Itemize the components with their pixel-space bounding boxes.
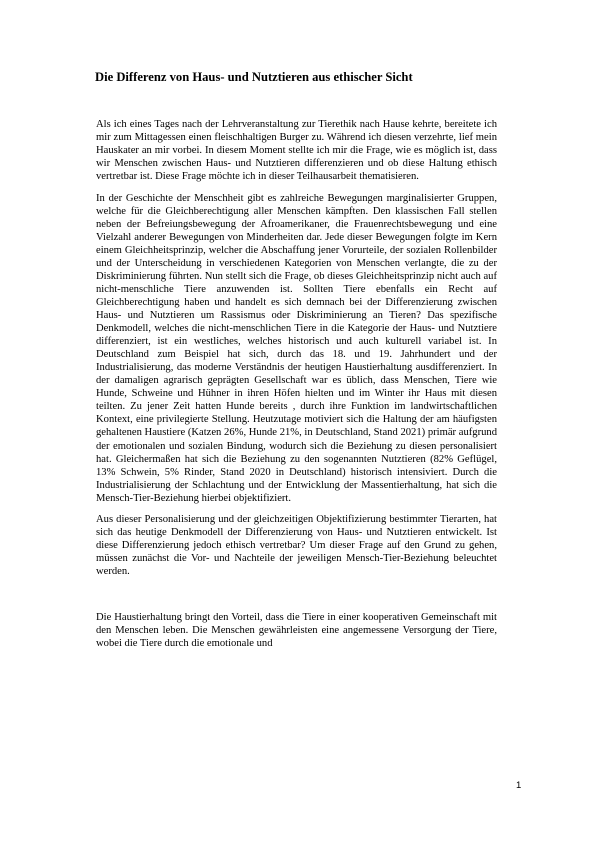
paragraph-historical-context: In der Geschichte der Menschheit gibt es zahlreiche Bewegungen marginalisierter Gruppen, welche für die Gleichberechtigung aller Menschen kämpften. Den klassischen Fall stellen neben der Befreiungsbewegung der Afroamerikaner, die Frauenrechtsbewegung und eine Vielzahl anderer Bewegungen von Minderheiten dar. Jede dieser Bewegungen folgte im Kern einem Gleichheitsprinzip, welcher die Abschaffung jener Vorurteile, der sozialen Rollenbilder und der Unterscheidung in verschiedenen Kategorien von Menschen verlangte, die zu der Diskriminierung führten. Nun stellt sich die Frage, ob dieses Gleichheitsprinzip nicht auch auf nicht-menschliche Tiere anzuwenden ist. Sollten Tiere ebenfalls ein Recht auf Gleichberechtigung haben und handelt es sich demnach bei der Differenzierung zwischen Haus- und Nutztieren um Rassismus oder Diskriminierung an Tieren? Das spezifische Denkmodell, welches die nicht-menschlichen Tiere in die Kategorie der Haus- und Nutztiere differenziert, ist ein westliches, welches historisch und auch kulturell variabel ist. In Deutschland zum Beispiel hat sich, durch das 18. und 19. Jahrhundert und der Industrialisierung, das moderne Verständnis der heutigen Haustierhaltung ausdifferenziert. In der damaligen agrarisch geprägten Gesellschaft war es üblich, dass Menschen, Tiere wie Hunde, Schweine und Hühner in ihren Höfen hielten und im Winter ihr Haus mit diesen teilten. Zu jener Zeit hatten Hunde bereits , durch ihre Funktion im landwirtschaftlichen Kontext, eine privilegierte Stellung. Heutzutage motiviert sich die Haltung der am häufigsten gehaltenen Haustiere (Katzen 26%, Hunde 21%, in Deutschland, Stand 2021) primär aufgrund der emotionalen und sozialen Bindung, wodurch sich die Beziehung zu diesen personalisiert hat. Gleichermaßen hat sich die Beziehung zu den sogenannten Nutztieren (82% Geflügel, 13% Schwein, 5% Rinder, Stand 2020 in Deutschland) historisch intensiviert. Durch die Industrialisierung der Schlachtung und der Entwicklung der Massentierhaltung, hat sich die Mensch-Tier-Beziehung hierbei objektifiziert. (96, 192, 497, 504)
paragraph-research-question: Aus dieser Personalisierung und der gleichzeitigen Objektifizierung bestimmter Tierarten, hat sich das heutige Denkmodell der Differenzierung von Haus- und Nutztieren entwickelt. Ist diese Differenzierung jedoch ethisch vertretbar? Um dieser Frage auf den Grund zu gehen, müssen zunächst die Vor- und Nachteile der jeweiligen Mensch-Tier-Beziehung beleuchtet werden. (96, 514, 497, 578)
page-number: 1 (516, 780, 522, 791)
document-body (96, 118, 497, 659)
page-title: Die Differenz von Haus- und Nutztieren aus ethischer Sicht (95, 70, 413, 84)
paragraph-pet-keeping: Die Haustierhaltung bringt den Vorteil, dass die Tiere in einer kooperativen Gemeinschaft mit den Menschen leben. Die Menschen gewährleisten eine angemessene Versorgung der Tiere, wobei die Tiere durch die emotionale und (96, 612, 497, 650)
paragraph-introduction: Als ich eines Tages nach der Lehrveranstaltung zur Tierethik nach Hause kehrte, bereitete ich mir zum Mittagessen einen fleischhaltigen Burger zu. Während ich diesen verzehrte, lief mein Hauskater an mir vorbei. In diesem Moment stellte ich mir die Frage, wie es möglich ist, dass wir Menschen zwischen Haus- und Nutztieren differenzieren und ob diese Haltung ethisch vertretbar ist. Diese Frage möchte ich in dieser Teilhausarbeit thematisieren. (96, 119, 497, 183)
